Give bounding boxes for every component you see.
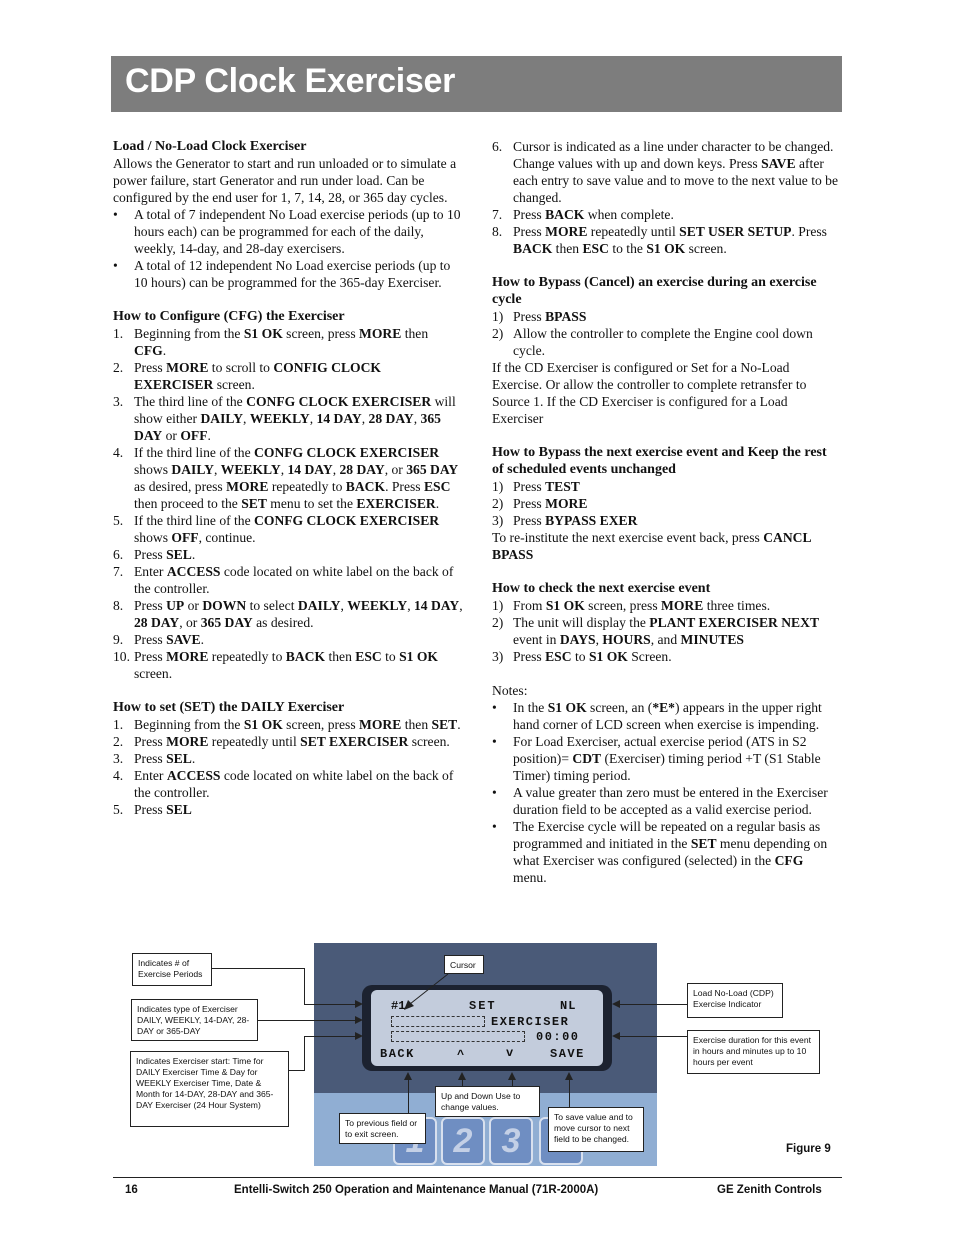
list-item: 1. Beginning from the S1 OK screen, press MORE then SET. [113, 717, 461, 732]
leader-line [618, 1004, 687, 1005]
leader-arrow [355, 1000, 363, 1008]
list-item: 1) From S1 OK screen, press MORE three times. [492, 598, 771, 613]
lcd-up-label: ^ [457, 1048, 465, 1062]
list-item: 6. Press SEL. [113, 547, 196, 562]
paragraph: If the CD Exerciser is configured or Set for a No-Load Exercise. Or allow the controller to complete retransfer to Source 1. If the CD Exerciser is configured for a Load Exerciser [492, 360, 807, 426]
callout-noload: Load No-Load (CDP) Exercise Indicator [687, 983, 783, 1018]
list-item: 4. If the third line of the CONFG CLOCK EXERCISER shows DAILY, WEEKLY, 14 DAY, 28 DAY, or 365 DAY as desired, press MORE repeatedly to BACK. Press ESC then proceed to the SET menu to set the EXERCISER. [113, 445, 459, 511]
list-item: 8. Press MORE repeatedly until SET USER SETUP. Press BACK then ESC to the S1 OK screen. [492, 224, 827, 256]
list-item: 7. Enter ACCESS code located on white label on the back of the controller. [113, 564, 454, 596]
list-item: 2) The unit will display the PLANT EXERCISER NEXT event in DAYS, HOURS, and MINUTES [492, 615, 820, 647]
cursor-leader [398, 970, 458, 1020]
callout-start: Indicates Exerciser start: Time for DAILY Exerciser Time & Day for WEEKLY Exerciser Time, Date & Month for 14-DAY, 28-DAY and 365-DAY Exerciser (24 Hour System) [130, 1051, 289, 1127]
leader-arrow [565, 1072, 573, 1080]
key-3[interactable]: 3 [489, 1117, 533, 1165]
leader-line [289, 1070, 304, 1071]
list-item: 5. Press SEL [113, 802, 192, 817]
leader-arrow [612, 1000, 620, 1008]
step-list [113, 325, 463, 682]
list-item: • A value greater than zero must be entered in the Exerciser duration field to be accepted as a valid exercise period. [492, 785, 828, 817]
list-item: 10. Press MORE repeatedly to BACK then ESC to S1 OK screen. [113, 649, 438, 681]
leader-arrow [612, 1032, 620, 1040]
lcd-save-label: SAVE [550, 1047, 585, 1061]
list-item: 5. If the third line of the CONFG CLOCK EXERCISER shows OFF, continue. [113, 513, 440, 545]
list-item: 1) Press BPASS [492, 309, 587, 324]
leader-arrow [508, 1072, 516, 1080]
figure-label: Figure 9 [786, 1143, 831, 1155]
list-item: 2) Allow the controller to complete the Engine cool down cycle. [492, 326, 813, 358]
list-item: • In the S1 OK screen, an (*E*) appears in the upper right hand corner of LCD screen when exercise is impending. [492, 700, 822, 732]
lcd-period-number: #1 [391, 999, 406, 1013]
leader-line [258, 1020, 358, 1021]
callout-type: Indicates type of Exerciser DAILY, WEEKLY, 14-DAY, 28-DAY or 365-DAY [131, 999, 258, 1041]
section-title: How to set (SET) the DAILY Exerciser [113, 700, 345, 715]
leader-line [569, 1080, 570, 1107]
list-item: 8. Press UP or DOWN to select DAILY, WEEKLY, 14 DAY, 28 DAY, or 365 DAY as desired. [113, 598, 463, 630]
list-item: • The Exercise cycle will be repeated on a regular basis as programmed and initiated in the SET menu depending on what Exerciser was configured (selected) in the CFG menu. [492, 819, 828, 885]
callout-previous: To previous field or to exit screen. [339, 1113, 426, 1144]
manual-title: Entelli-Switch 250 Operation and Maintenance Manual (71R-2000A) [234, 1184, 599, 1196]
callout-periods: Indicates # of Exercise Periods [132, 953, 212, 986]
notes-label: Notes: [492, 683, 528, 698]
list-item: 2. Press MORE to scroll to CONFIG CLOCK EXERCISER screen. [113, 360, 381, 392]
section-title: How to Bypass (Cancel) an exercise during an exercise cycle [492, 275, 817, 307]
leader-line [462, 1080, 463, 1086]
list-item: • A total of 7 independent No Load exercise periods (up to 10 hours each) can be programmed for each of the daily, weekly, 14-day, and 28-day exercisers. [113, 207, 461, 256]
step-list [113, 716, 463, 818]
leader-line [304, 1036, 358, 1037]
list-item: • A total of 12 independent No Load exercise periods (up to 10 hours) can be programmed for the 365-day Exerciser. [113, 258, 451, 290]
list-item: • For Load Exerciser, actual exercise period (ATS in S2 position)= CDT (Exerciser) timing period +T (S1 Stable Timer) timing period. [492, 734, 821, 783]
list-item: 4. Enter ACCESS code located on white label on the back of the controller. [113, 768, 454, 800]
step-list [492, 597, 840, 665]
step-list [492, 138, 840, 257]
list-item: 9. Press SAVE. [113, 632, 205, 647]
paragraph: Allows the Generator to start and run unloaded or to simulate a power failure, start Generator and run under load. Can be configured by the end user for 1, 7, 14, 28, or 365 day cycles. [113, 156, 457, 205]
list-item: 3) Press ESC to S1 OK Screen. [492, 649, 672, 664]
leader-line [512, 1080, 513, 1086]
page-number: 16 [125, 1184, 138, 1196]
list-item: 2) Press MORE [492, 496, 588, 511]
title-banner [111, 56, 842, 112]
page-title: CDP Clock Exerciser [125, 62, 456, 100]
left-column [113, 138, 463, 818]
callout-duration: Exercise duration for this event in hours and minutes up to 10 hours per event [687, 1030, 820, 1074]
list-item: 3) Press BYPASS EXER [492, 513, 638, 528]
section-title: How to Bypass the next exercise event and Keep the rest of scheduled events unchanged [492, 445, 827, 477]
bullet-list [492, 699, 840, 886]
paragraph: To re-institute the next exercise event back, press CANCL BPASS [492, 530, 811, 562]
lcd-down-label: v [506, 1046, 514, 1060]
leader-line [304, 968, 305, 1005]
callout-updown: Up and Down Use to change values. [435, 1086, 540, 1117]
leader-arrow [404, 1072, 412, 1080]
key-2[interactable]: 2 [441, 1117, 485, 1165]
company-name: GE Zenith Controls [717, 1184, 822, 1196]
list-item: 1. Beginning from the S1 OK screen, press MORE then CFG. [113, 326, 429, 358]
leader-line [408, 1080, 409, 1113]
leader-arrow [458, 1072, 466, 1080]
list-item: 2. Press MORE repeatedly until SET EXERCISER screen. [113, 734, 450, 749]
leader-line [304, 1036, 305, 1071]
callout-cursor: Cursor [444, 955, 484, 974]
leader-line [212, 968, 304, 969]
section-title: Load / No-Load Clock Exerciser [113, 139, 307, 154]
section-title: How to check the next exercise event [492, 581, 711, 596]
list-item: 1) Press TEST [492, 479, 580, 494]
lcd-start-field [391, 1031, 525, 1042]
leader-line [618, 1036, 687, 1037]
lcd-back-label: BACK [380, 1047, 415, 1061]
list-item: 3. The third line of the CONFG CLOCK EXERCISER will show either DAILY, WEEKLY, 14 DAY, 28 DAY, 365 DAY or OFF. [113, 394, 456, 443]
leader-arrow [355, 1032, 363, 1040]
leader-arrow [355, 1016, 363, 1024]
callout-save: To save value and to move cursor to next field to be changed. [548, 1107, 644, 1152]
section-title: How to Configure (CFG) the Exerciser [113, 309, 345, 324]
step-list [492, 308, 840, 359]
list-item: 3. Press SEL. [113, 751, 196, 766]
leader-line [304, 1004, 358, 1005]
lcd-nl-indicator: NL [560, 999, 577, 1013]
list-item: 6. Cursor is indicated as a line under character to be changed. Change values with up and down keys. Press SAVE after each entry to save value and to move to the next value to be changed. [492, 139, 839, 205]
footer-rule [113, 1177, 842, 1178]
step-list [492, 478, 840, 529]
right-column [492, 138, 840, 886]
lcd-set: SET [469, 999, 497, 1013]
list-item: 7. Press BACK when complete. [492, 207, 674, 222]
lcd-exerciser: EXERCISER [491, 1015, 570, 1029]
bullet-list [113, 206, 463, 291]
lcd-duration: 00:00 [536, 1030, 580, 1044]
